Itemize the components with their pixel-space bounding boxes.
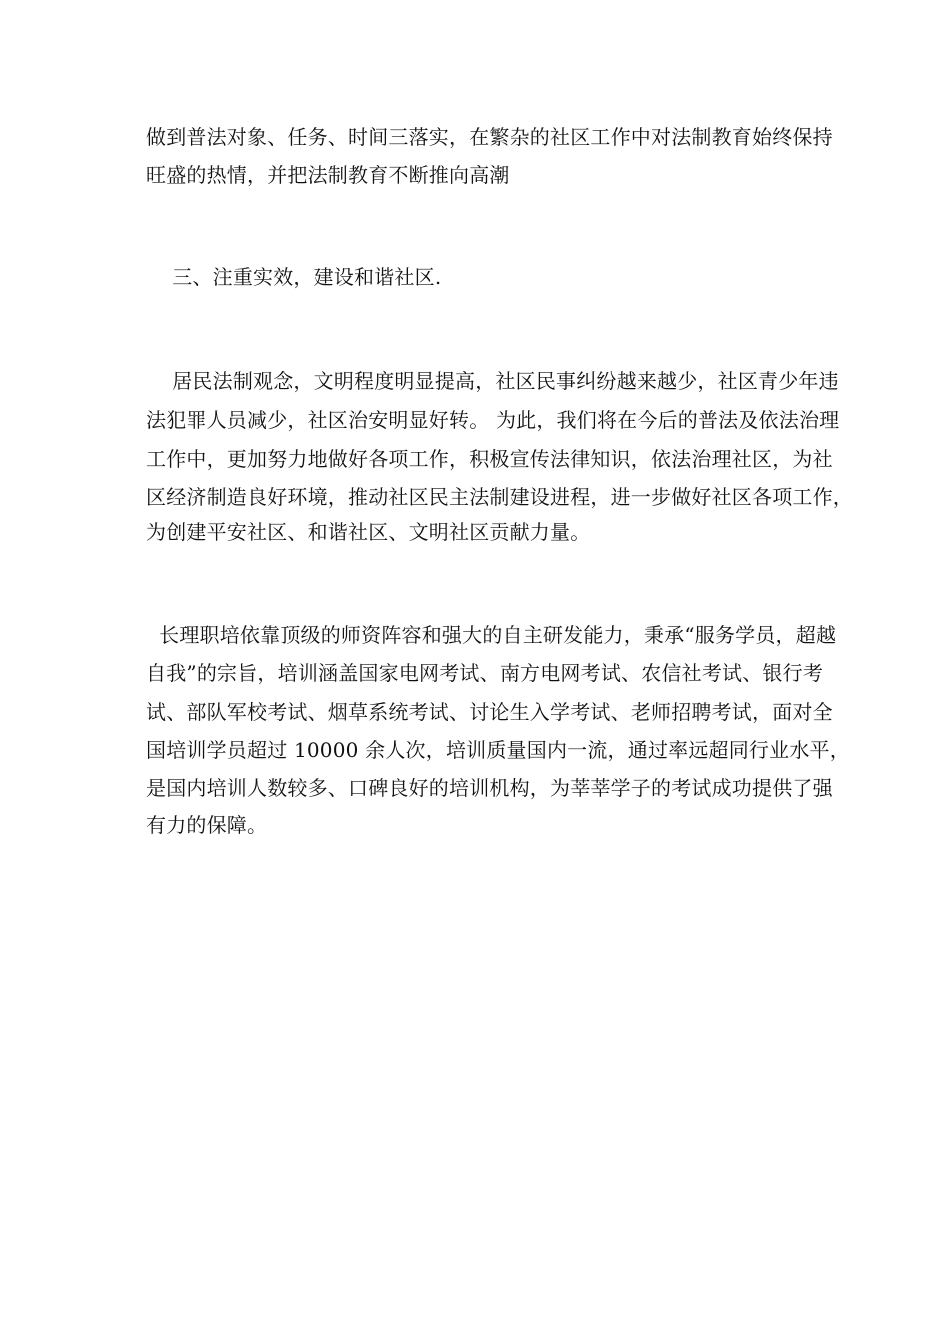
paragraph-4-line-3: 试、部队军校考试、烟草系统考试、讨论生入学考试、老师招聘考试，面对全 bbox=[146, 700, 833, 724]
paragraph-4-line-4: 国培训学员超过 10000 余人次，培训质量国内一流，通过率远超同行业水平， bbox=[146, 738, 850, 762]
paragraph-3-line-2: 法犯罪人员减少，社区治安明显好转。 为此，我们将在今后的普法及依法治理 bbox=[146, 408, 840, 432]
paragraph-4-line-5: 是国内培训人数较多、口碑良好的培训机构，为莘莘学子的考试成功提供了强 bbox=[146, 776, 833, 800]
section-heading: 三、注重实效，建设和谐社区. bbox=[146, 265, 442, 289]
paragraph-3-line-5: 为创建平安社区、和谐社区、文明社区贡献力量。 bbox=[146, 520, 591, 544]
paragraph-4-line-1: 长理职培依靠顶级的师资阵容和强大的自主研发能力，秉承“服务学员，超越 bbox=[146, 623, 837, 647]
paragraph-4-line-6: 有力的保障。 bbox=[146, 813, 268, 837]
paragraph-1-line-2: 旺盛的热情，并把法制教育不断推向高潮 bbox=[146, 163, 510, 187]
paragraph-4-line-2: 自我”的宗旨，培训涵盖国家电网考试、南方电网考试、农信社考试、银行考 bbox=[146, 661, 824, 685]
paragraph-3-line-3: 工作中，更加努力地做好各项工作，积极宣传法律知识，依法治理社区，为社 bbox=[146, 447, 833, 471]
paragraph-3-line-1: 居民法制观念，文明程度明显提高，社区民事纠纷越来越少，社区青少年违 bbox=[146, 369, 839, 393]
paragraph-3-line-4: 区经济制造良好环境，推动社区民主法制建设进程，进一步做好社区各项工作， bbox=[146, 485, 853, 509]
paragraph-1-line-1: 做到普法对象、任务、时间三落实，在繁杂的社区工作中对法制教育始终保持 bbox=[146, 125, 833, 149]
